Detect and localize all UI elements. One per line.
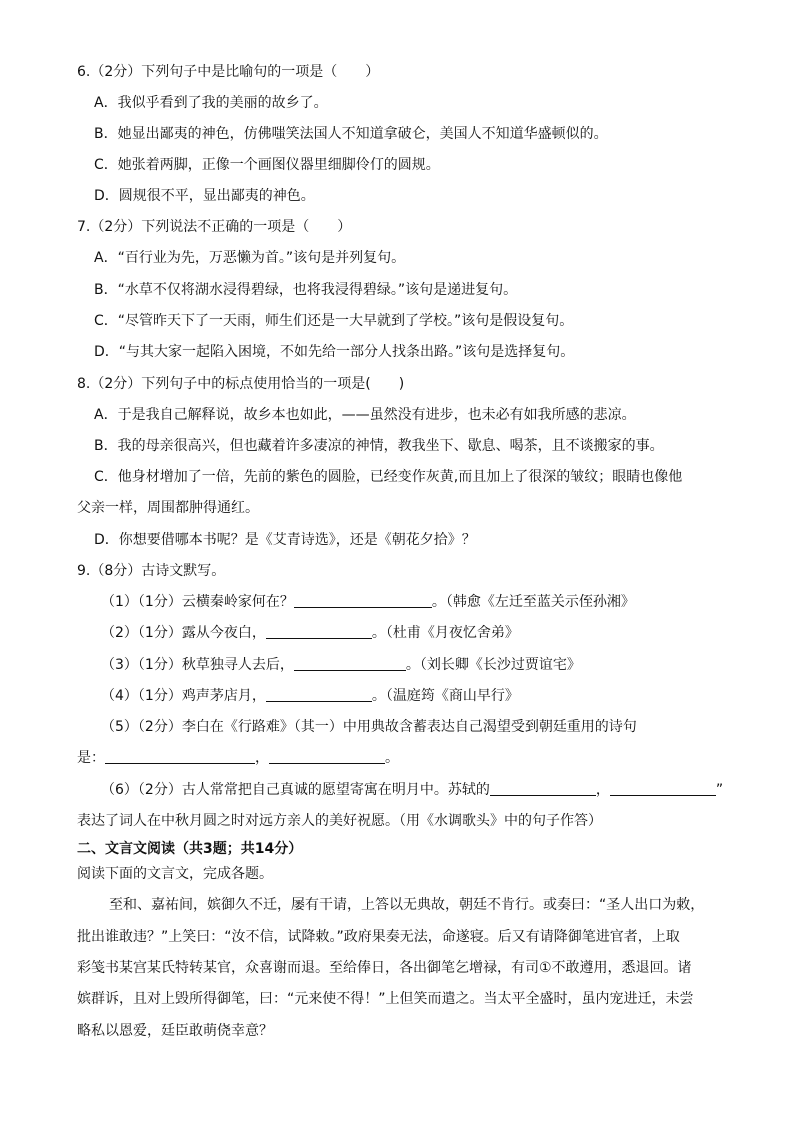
item-5-end: 。 — [385, 750, 399, 766]
item-1-source: 。（韩愈《左迁至蓝关示侄孙湘》 — [431, 594, 635, 610]
question-7-option-d: D．“与其大家一起陷入困境，不如先给一部分人找条出路。”该句是选择复句。 — [94, 344, 575, 360]
question-6-option-a: A．我似乎看到了我的美丽的故乡了。 — [94, 95, 328, 111]
section-2-heading: 二、文言文阅读（共3题；共14分） — [77, 841, 303, 857]
question-7-option-c: C．“尽管昨天下了一天雨，师生们还是一大早就到了学校。”该句是假设复句。 — [94, 313, 574, 329]
question-6-option-d: D．圆规很不平，显出鄙夷的神色。 — [94, 188, 315, 204]
item-5-separator: ， — [255, 750, 269, 766]
question-9-item-6 — [101, 780, 723, 800]
item-3-prompt: （3）（1分）秋草独寻人去后， — [101, 657, 294, 673]
item-6-quote-end: ” — [715, 782, 724, 798]
item-2-prompt: （2）（1分）露从今夜白， — [101, 625, 266, 641]
item-3-source: 。（刘长卿《长沙过贾谊宅》 — [405, 657, 581, 673]
answer-blank[interactable] — [105, 749, 255, 764]
question-9-item-4 — [101, 686, 519, 706]
question-7-stem: 7.（2分）下列说法不正确的一项是（ ） — [77, 219, 352, 235]
item-4-source: 。（温庭筠《商山早行》 — [371, 688, 519, 704]
answer-blank[interactable] — [269, 749, 385, 764]
question-8-option-c-continued: 父亲一样，周围都肿得通红。 — [77, 500, 259, 516]
item-6-prompt: （6）（2分）古人常常把自己真诚的愿望寄寓在明月中。苏轼的 — [101, 782, 490, 798]
question-8-stem: 8.（2分）下列句子中的标点使用恰当的一项是( ) — [77, 376, 405, 392]
item-4-prompt: （4）（1分）鸡声茅店月， — [101, 688, 266, 704]
question-6-option-b: B．她显出鄙夷的神色，仿佛嗤笑法国人不知道拿破仑，美国人不知道华盛顿似的。 — [94, 126, 608, 142]
section-2-instruction: 阅读下面的文言文，完成各题。 — [77, 866, 273, 882]
question-9-item-5-answer — [77, 748, 399, 768]
answer-blank[interactable] — [294, 593, 432, 608]
question-8-option-a: A．于是我自己解释说，故乡本也如此，——虽然没有进步，也未必有如我所感的悲凉。 — [94, 407, 636, 423]
question-9-item-6-continued: 表达了词人在中秋月圆之时对远方亲人的美好祝愿。（用《水调歌头》中的句子作答） — [77, 813, 602, 829]
item-2-source: 。（杜甫《月夜忆舍弟》 — [371, 625, 519, 641]
passage-line-4: 嫔群诉，且对上毁所得御笔，曰：“元来使不得！”上但笑而遣之。当太平全盛时，虽内宠进迁，未尝 — [77, 991, 694, 1007]
passage-line-3: 彩笺书某宫某氏特转某官，众喜谢而退。至给俸日，各出御笔乞增禄，有司①不敢遵用，悉退回。诸 — [77, 960, 692, 976]
question-9-item-2 — [101, 623, 519, 643]
question-8-option-d: D．你想要借哪本书呢？是《艾青诗选》，还是《朝花夕拾》？ — [94, 532, 476, 548]
question-7-option-a: A．“百行业为先，万恶懒为首。”该句是并列复句。 — [94, 250, 406, 266]
answer-blank[interactable] — [490, 781, 596, 796]
answer-blank[interactable] — [266, 687, 372, 702]
passage-line-2: 批出谁敢违？”上笑曰：“汝不信，试降敕。”政府果奏无法，命遂寝。后又有请降御笔进官者，上取 — [77, 929, 680, 945]
answer-blank[interactable] — [610, 781, 716, 796]
question-7-option-b: B．“水草不仅将湖水浸得碧绿，也将我浸得碧绿。”该句是递进复句。 — [94, 282, 518, 298]
item-6-separator: ， — [595, 782, 610, 798]
question-9-stem: 9.（8分）古诗文默写。 — [77, 563, 226, 579]
question-6-option-c: C．她张着两脚，正像一个画图仪器里细脚伶仃的圆规。 — [94, 157, 440, 173]
answer-blank[interactable] — [294, 656, 406, 671]
answer-blank[interactable] — [266, 624, 372, 639]
item-1-prompt: （1）（1分）云横秦岭家何在？ — [101, 594, 294, 610]
question-8-option-c: C．他身材增加了一倍，先前的紫色的圆脸，已经变作灰黄,而且加上了很深的皱纹；眼睛也像他 — [94, 469, 683, 485]
question-9-item-3 — [101, 655, 581, 675]
question-8-option-b: B．我的母亲很高兴，但也藏着许多凄凉的神情，教我坐下、歇息、喝茶，且不谈搬家的事。 — [94, 438, 664, 454]
question-9-item-1 — [101, 592, 635, 612]
question-6-stem: 6.（2分）下列句子中是比喻句的一项是（ ） — [77, 64, 380, 80]
question-9-item-5: （5）（2分）李白在《行路难》（其一）中用典故含蓄表达自己渴望受到朝廷重用的诗句 — [101, 719, 637, 735]
passage-line-5: 略私以恩爱，廷臣敢萌侥幸意？ — [77, 1023, 273, 1039]
passage-line-1: 至和、嘉祐间，嫔御久不迁，屡有干请，上答以无典故，朝廷不肯行。或奏曰：“圣人出口为敕， — [109, 897, 705, 913]
item-5-lead: 是： — [77, 750, 105, 766]
